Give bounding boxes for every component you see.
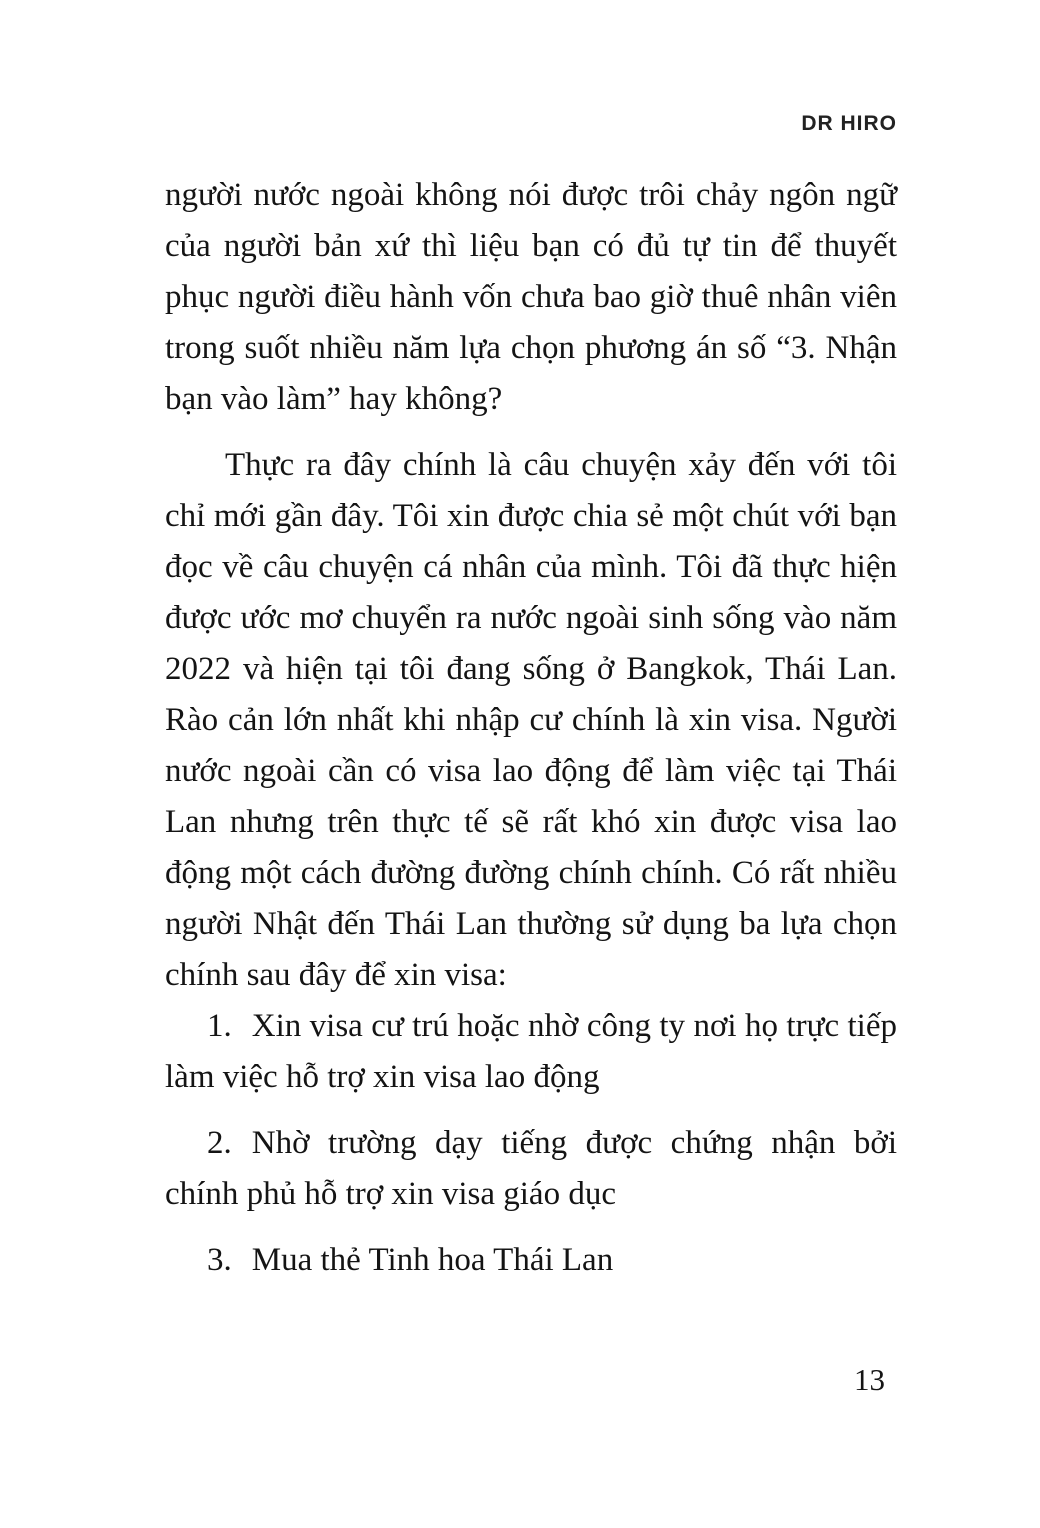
paragraph: người nước ngoài không nói được trôi chảy ngôn ngữ của người bản xứ thì liệu bạn có đủ tự tin để thuyết phục người điều hành vốn chưa bao giờ thuê nhân viên trong suốt nhiều năm lựa chọn phương án số “3. Nhận bạn vào làm” hay không? (165, 177, 897, 417)
page-body (165, 170, 897, 1286)
paragraphs-container (165, 170, 897, 1001)
list-item-text: Xin visa cư trú hoặc nhờ công ty nơi họ trực tiếp làm việc hỗ trợ xin visa lao động (165, 1008, 897, 1095)
running-header (165, 112, 897, 136)
list-item-text: Nhờ trường dạy tiếng được chứng nhận bởi chính phủ hỗ trợ xin visa giáo dục (165, 1125, 897, 1212)
page-number: 13 (854, 1362, 885, 1397)
paragraph: Thực ra đây chính là câu chuyện xảy đến với tôi chỉ mới gần đây. Tôi xin được chia sẻ một chút với bạn đọc về câu chuyện cá nhân của mình. Tôi đã thực hiện được ước mơ chuyển ra nước ngoài sinh sống vào năm 2022 và hiện tại tôi đang sống ở Bangkok, Thái Lan. Rào cản lớn nhất khi nhập cư chính là xin visa. Người nước ngoài cần có visa lao động để làm việc tại Thái Lan nhưng trên thực tế sẽ rất khó xin được visa lao động một cách đường đường chính chính. Có rất nhiều người Nhật đến Thái Lan thường sử dụng ba lựa chọn chính sau đây để xin visa: (165, 447, 897, 993)
list-item-number: 2. (207, 1125, 232, 1161)
list-item-number: 1. (207, 1008, 232, 1044)
page-footer (165, 1362, 897, 1398)
visa-options-list (165, 1001, 897, 1286)
list-item-number: 3. (207, 1242, 232, 1278)
list-item (165, 1118, 897, 1220)
list-item (165, 1001, 897, 1103)
list-item (165, 1235, 897, 1286)
author-name: DR HIRO (801, 112, 897, 135)
list-item-text: Mua thẻ Tinh hoa Thái Lan (251, 1242, 614, 1278)
